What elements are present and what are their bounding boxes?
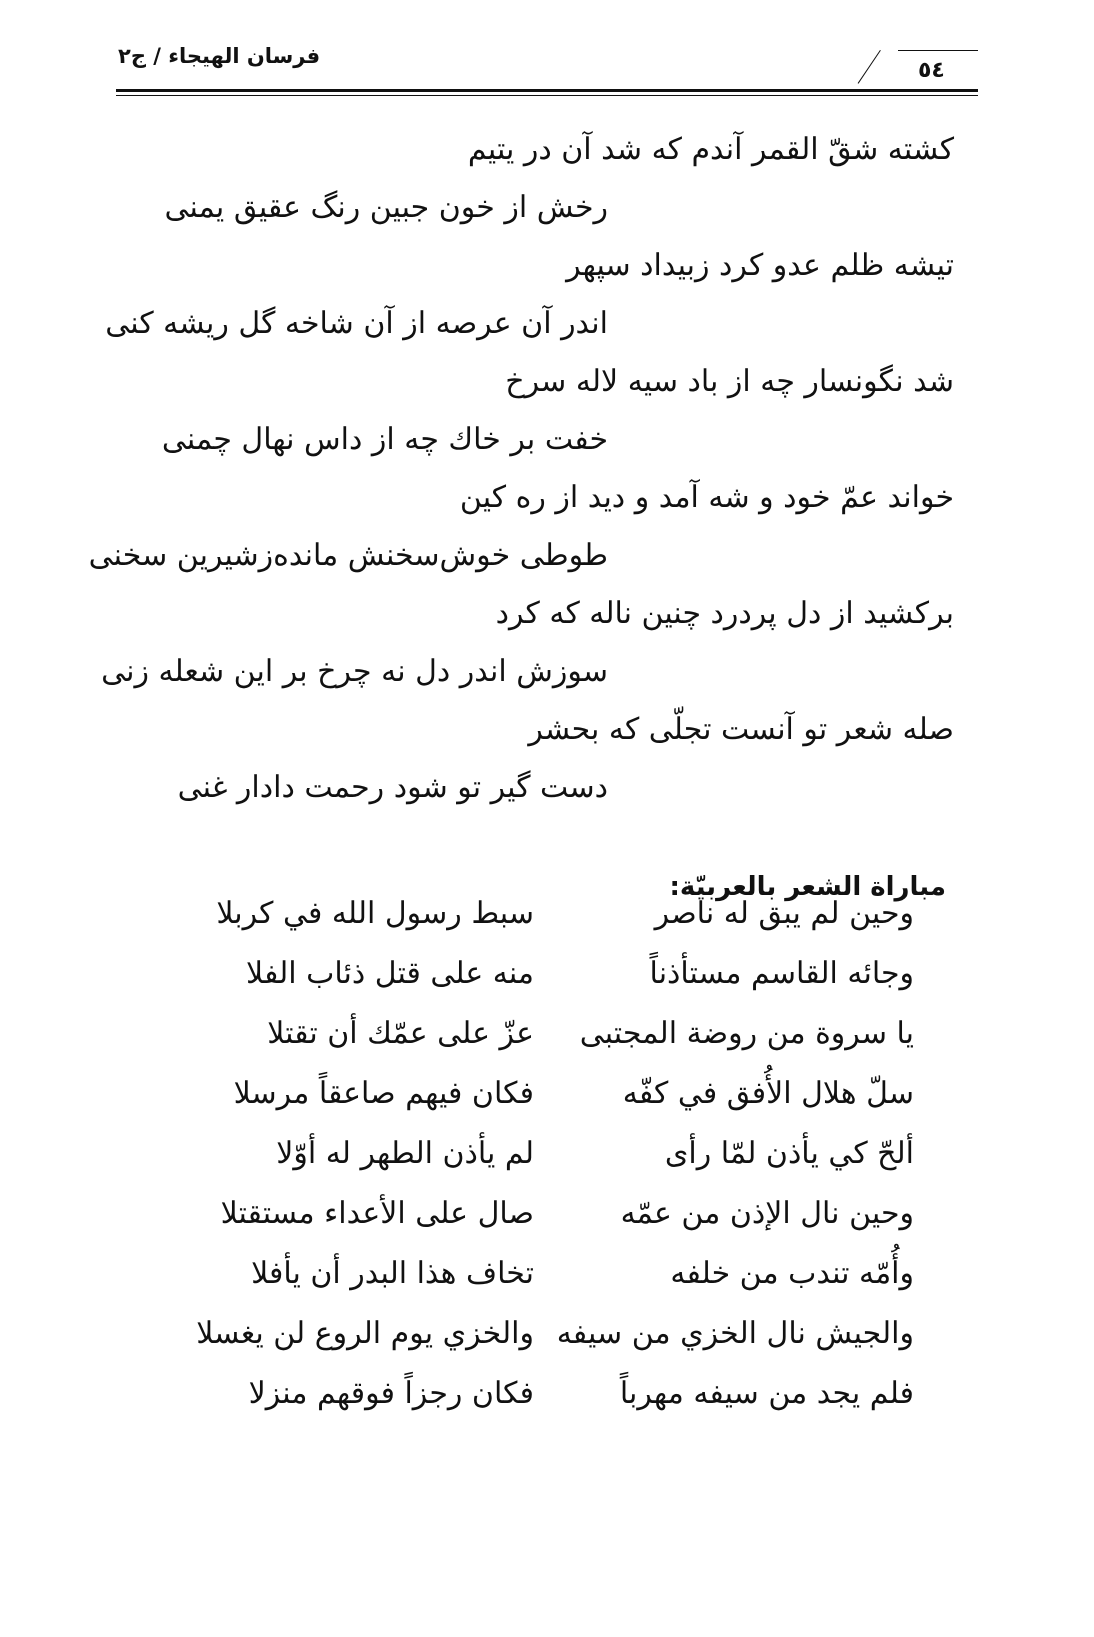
poem-line: تيشه ظلم عدو كرد زبيداد سپهر bbox=[566, 248, 954, 283]
poem-line: سوزش اندر دل نه چرخ بر اين شعله زنى bbox=[101, 654, 608, 689]
verse-second-hemistich: منه على قتل ذئاب الفلا bbox=[246, 956, 534, 991]
poem-line: طوطى خوش‌سخنش مانده‌زشيرين سخنى bbox=[88, 538, 608, 573]
verse-first-hemistich: وحين نال الإذن من عمّه bbox=[620, 1196, 914, 1231]
poem-line: رخش از خون جبين رنگ عقيق يمنى bbox=[164, 190, 608, 225]
verse-second-hemistich: تخاف هذا البدر أن يأفلا bbox=[251, 1256, 534, 1291]
verse-first-hemistich: يا سروة من روضة المجتبى bbox=[579, 1016, 914, 1051]
verse-second-hemistich: صال على الأعداء مستقتلا bbox=[220, 1196, 534, 1231]
poem-line: بركشيد از دل پردرد چنين ناله كه كرد bbox=[495, 596, 954, 631]
poem-line: دست گير تو شود رحمت دادار غنى bbox=[177, 770, 608, 805]
verse-first-hemistich: وأُمّه تندب من خلفه bbox=[670, 1256, 914, 1291]
poem-line: كشته شقّ القمر آندم كه شد آن در يتيم bbox=[467, 132, 954, 167]
poem-line: خفت بر خاك چه از داس نهال چمنى bbox=[161, 422, 608, 457]
verse-first-hemistich: سلّ هلال الأُفق في كفّه bbox=[622, 1076, 914, 1111]
running-title: فرسان الهيجاء / ج٢ bbox=[118, 44, 321, 68]
poem-line: اندر آن عرصه از آن شاخه گل ريشه كنى bbox=[105, 306, 608, 341]
verse-second-hemistich: سبط رسول الله في كربلا bbox=[216, 896, 534, 931]
page-number: ٥٤ bbox=[918, 58, 945, 83]
verse-second-hemistich: والخزي يوم الروع لن يغسلا bbox=[196, 1316, 534, 1351]
verse-first-hemistich: ألحّ كي يأذن لمّا رأى bbox=[664, 1136, 914, 1171]
verse-second-hemistich: عزّ على عمّك أن تقتلا bbox=[267, 1016, 534, 1051]
verse-second-hemistich: فكان فيهم صاعقاً مرسلا bbox=[233, 1076, 534, 1111]
section-heading: مباراة الشعر بالعربيّة: bbox=[669, 872, 946, 902]
verse-first-hemistich: والجيش نال الخزي من سيفه bbox=[556, 1316, 914, 1351]
poem-line: خواند عمّ خود و شه آمد و ديد از ره كين bbox=[459, 480, 954, 515]
verse-second-hemistich: فكان رجزاً فوقهم منزلا bbox=[248, 1376, 534, 1411]
poem-line: صله شعر تو آنست تجلّى كه بحشر bbox=[528, 712, 954, 747]
verse-first-hemistich: وجائه القاسم مستأذناً bbox=[649, 956, 914, 991]
verse-second-hemistich: لم يأذن الطهر له أوّلا bbox=[276, 1136, 534, 1171]
poem-line: شد نگونسار چه از باد سيه لاله سرخ bbox=[505, 364, 954, 399]
verse-first-hemistich: وحين لم يبق له ناصر bbox=[654, 896, 914, 931]
verse-first-hemistich: فلم يجد من سيفه مهرباً bbox=[619, 1376, 914, 1411]
